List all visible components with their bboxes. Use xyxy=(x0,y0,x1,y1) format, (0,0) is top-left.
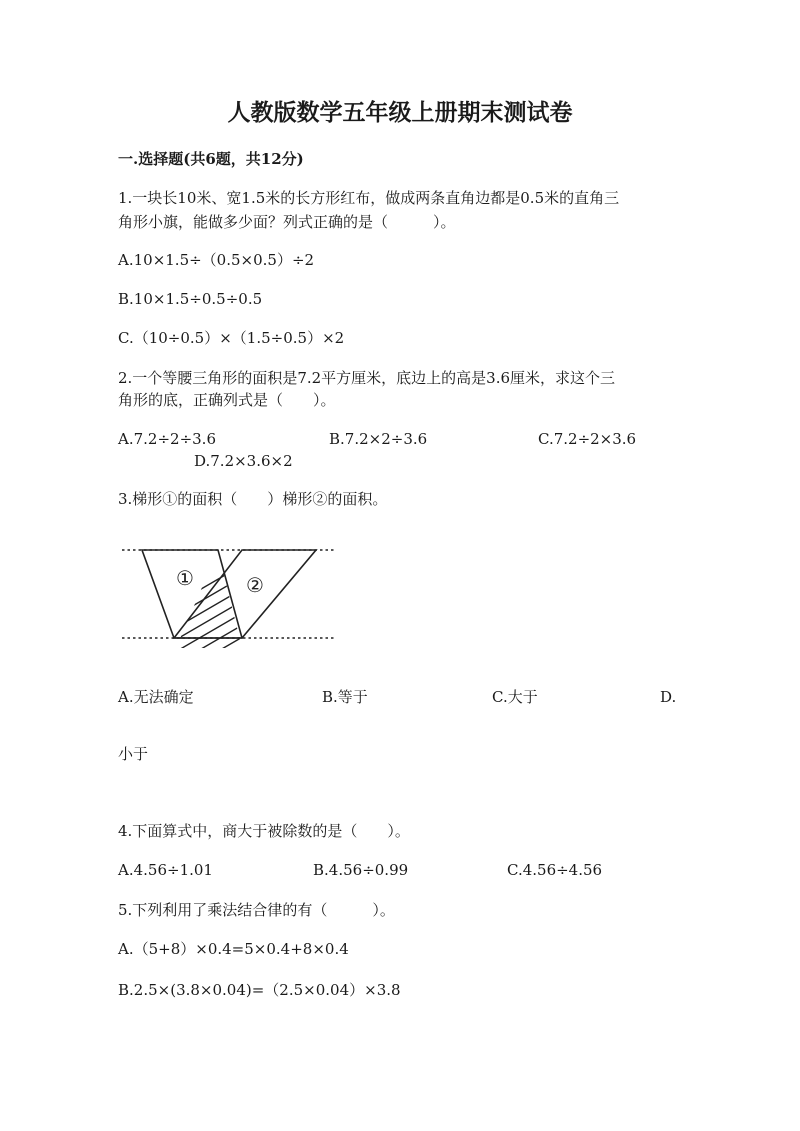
trapezoid-1-label: ① xyxy=(176,566,194,590)
section-heading: 一.选择题(共6题，共12分) xyxy=(118,150,304,168)
q5-option-b: B.2.5×(3.8×0.04)=（2.5×0.04）×3.8 xyxy=(118,981,401,999)
q3-option-a: A.无法确定 xyxy=(118,688,194,706)
q2-stem-line2: 角形的底，正确列式是（ ）。 xyxy=(118,391,336,409)
q4-stem: 4.下面算式中，商大于被除数的是（ ）。 xyxy=(118,822,410,840)
q2-option-a: A.7.2÷2÷3.6 xyxy=(118,430,216,448)
q2-option-b: B.7.2×2÷3.6 xyxy=(329,430,428,448)
q1-option-a: A.10×1.5÷（0.5×0.5）÷2 xyxy=(118,251,315,269)
q3-option-c: C.大于 xyxy=(492,688,538,706)
q3-stem: 3.梯形①的面积（ ）梯形②的面积。 xyxy=(118,490,388,508)
q3-option-d-letter: D. xyxy=(660,688,677,706)
trapezoid-2 xyxy=(174,550,316,638)
q1-option-b: B.10×1.5÷0.5÷0.5 xyxy=(118,290,263,308)
q5-stem: 5.下列利用了乘法结合律的有（ ）。 xyxy=(118,901,395,919)
q3-trapezoid-figure xyxy=(118,540,340,650)
q3-option-d-text: 小于 xyxy=(118,745,149,763)
q2-stem-line1: 2.一个等腰三角形的面积是7.2平方厘米，底边上的高是3.6厘米，求这个三 xyxy=(118,369,616,387)
q1-stem-line1: 1.一块长10米、宽1.5米的长方形红布，做成两条直角边都是0.5米的直角三 xyxy=(118,189,620,207)
trapezoid-2-label: ② xyxy=(246,573,264,597)
page-title: 人教版数学五年级上册期末测试卷 xyxy=(227,99,573,126)
trapezoid-1 xyxy=(142,550,242,638)
q4-option-a: A.4.56÷1.01 xyxy=(118,861,213,879)
q5-option-a: A.（5+8）×0.4=5×0.4+8×0.4 xyxy=(118,940,349,958)
q1-option-c: C.（10÷0.5）×（1.5÷0.5）×2 xyxy=(118,329,345,347)
q1-stem-line2: 角形小旗，能做多少面？列式正确的是（ ）。 xyxy=(118,213,456,231)
q4-option-c: C.4.56÷4.56 xyxy=(507,861,603,879)
q2-option-c: C.7.2÷2×3.6 xyxy=(538,430,637,448)
q3-option-b: B.等于 xyxy=(322,688,368,706)
q2-option-d: D.7.2×3.6×2 xyxy=(194,452,293,470)
q4-option-b: B.4.56÷0.99 xyxy=(313,861,409,879)
